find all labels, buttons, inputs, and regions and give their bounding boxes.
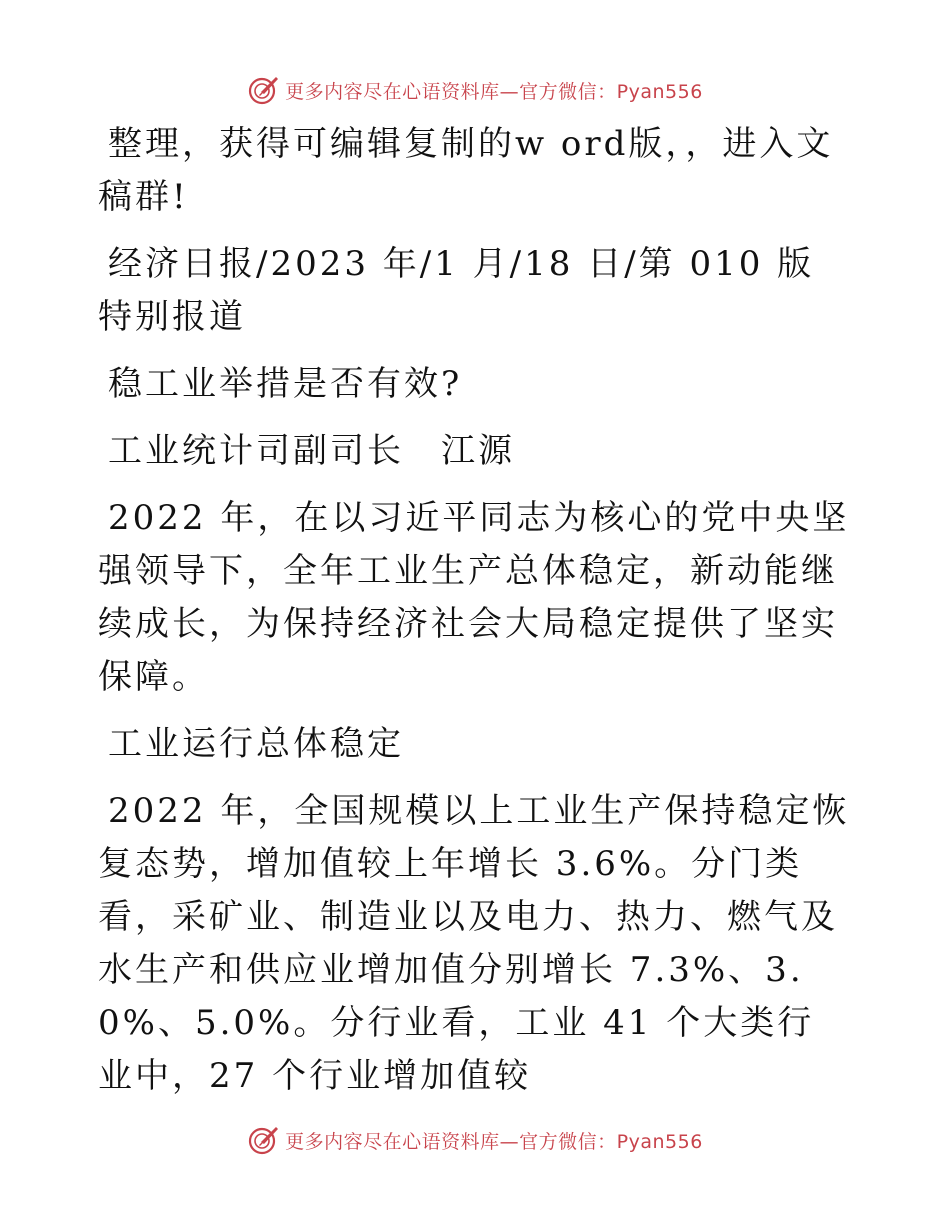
- header-watermark-banner: [0, 70, 950, 110]
- section-heading: 工业运行总体稳定: [108, 724, 404, 764]
- author-line: 工业统计司副司长 江源: [108, 431, 515, 471]
- article-title: 稳工业举措是否有效?: [108, 364, 463, 404]
- footer-watermark-banner: [0, 1120, 950, 1160]
- quill-logo-icon: [247, 74, 279, 106]
- source-line: 经济日报/2023 年/1 月/18 日/第 010 版特别报道: [98, 244, 815, 337]
- footer-watermark-text: 更多内容尽在心语资料库—官方微信：Pyan556: [285, 1130, 703, 1153]
- header-watermark-text: 更多内容尽在心语资料库—官方微信：Pyan556: [285, 80, 703, 103]
- document-body: [98, 118, 850, 1117]
- body-paragraph: 2022 年，在以习近平同志为核心的党中央坚强领导下，全年工业生产总体稳定，新动能继续成长，为保持经济社会大局稳定提供了坚实保障。: [98, 498, 850, 697]
- intro-paragraph: 整理，获得可编辑复制的w ord版，，进入文稿群!: [98, 124, 834, 217]
- quill-logo-icon: [247, 1124, 279, 1156]
- body-paragraph: 2022 年，全国规模以上工业生产保持稳定恢复态势，增加值较上年增长 3.6%。分门类看，采矿业、制造业以及电力、热力、燃气及水生产和供应业增加值分别增长 7.3%、3.0%、5.0%。分行业看，工业 41 个大类行业中，27 个行业增加值较: [98, 791, 850, 1096]
